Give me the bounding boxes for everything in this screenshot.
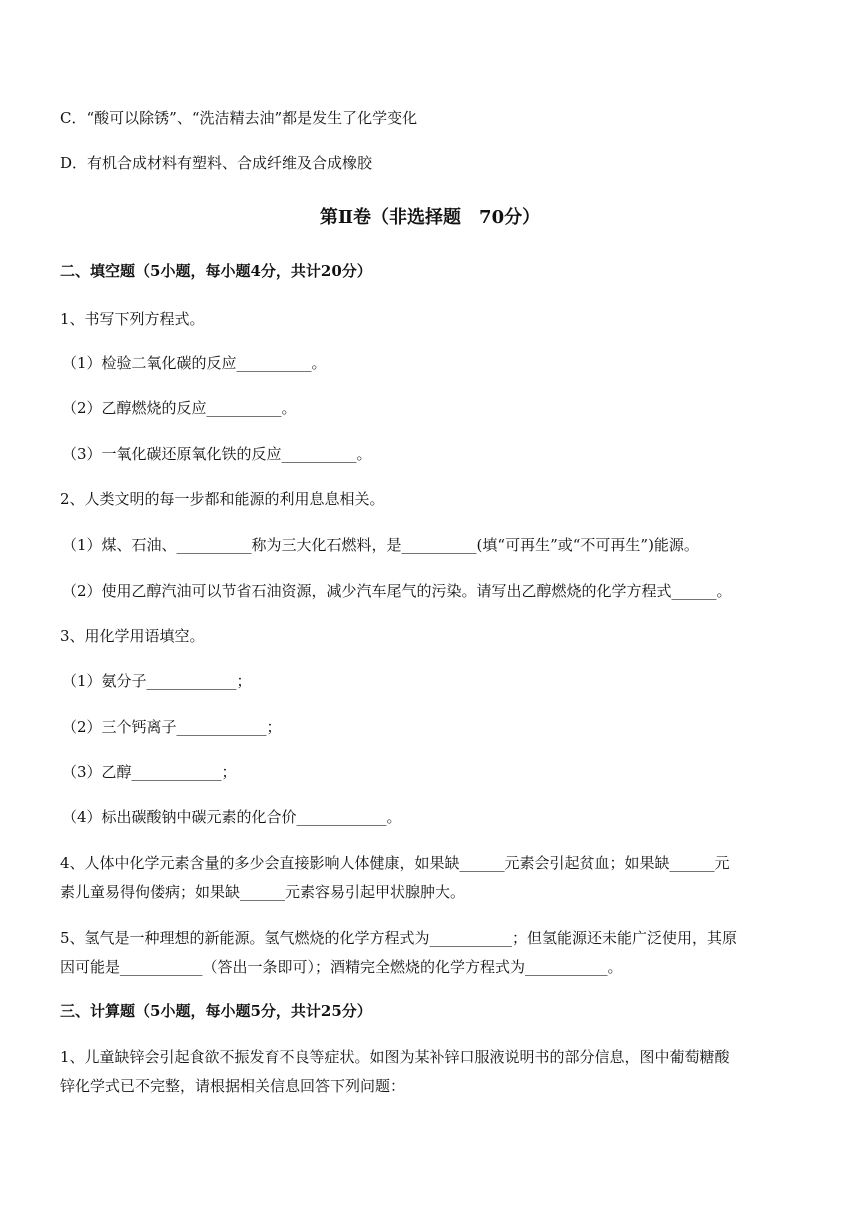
fill-q3-item-4: （4）标出碳酸钠中碳元素的化合价____________。: [62, 808, 402, 826]
fill-q2-item-1: （1）煤、石油、__________称为三大化石燃料，是__________(填“可再生”或“不可再生”)能源。: [62, 536, 699, 554]
fill-q3-item-3: （3）乙醇____________；: [62, 763, 237, 781]
option-c: C．“酸可以除锈”、“洗洁精去油”都是发生了化学变化: [60, 109, 418, 127]
calc-q1-line-2: 锌化学式已不完整，请根据相关信息回答下列问题：: [60, 1077, 406, 1095]
fill-q2-stem: 2、人类文明的每一步都和能源的利用息息相关。: [60, 490, 385, 508]
fill-q1-stem: 1、书写下列方程式。: [60, 310, 205, 328]
calc-q1-line-1: 1、儿童缺锌会引起食欲不振发育不良等症状。如图为某补锌口服液说明书的部分信息，图中葡萄糖酸: [60, 1048, 730, 1066]
fill-q4-line-2: 素儿童易得佝偻病；如果缺______元素容易引起甲状腺肿大。: [60, 883, 466, 901]
fill-q5-line-1: 5、氢气是一种理想的新能源。氢气燃烧的化学方程式为___________；但氢能源还未能广泛使用，其原: [60, 929, 738, 947]
fill-q5-line-2: 因可能是___________（答出一条即可）；酒精完全燃烧的化学方程式为___________。: [60, 958, 623, 976]
option-d: D．有机合成材料有塑料、合成纤维及合成橡胶: [60, 154, 373, 172]
part2-title: 第Ⅱ卷（非选择题 70分）: [319, 207, 541, 228]
fill-q4-line-1: 4、人体中化学元素含量的多少会直接影响人体健康，如果缺______元素会引起贫血；如果缺______元: [60, 854, 730, 872]
fill-q1-item-1: （1）检验二氧化碳的反应__________。: [62, 354, 327, 372]
fill-q2-item-2: （2）使用乙醇汽油可以节省石油资源，减少汽车尾气的污染。请写出乙醇燃烧的化学方程式______。: [62, 582, 732, 600]
fill-q3-item-1: （1）氨分子____________；: [62, 672, 252, 690]
fill-q1-item-2: （2）乙醇燃烧的反应__________。: [62, 399, 297, 417]
calc-section-heading: 三、计算题（5小题，每小题5分，共计25分）: [60, 1002, 372, 1020]
fill-q3-stem: 3、用化学用语填空。: [60, 627, 205, 645]
fill-q1-item-3: （3）一氧化碳还原氧化铁的反应__________。: [62, 445, 372, 463]
fill-section-heading: 二、填空题（5小题，每小题4分，共计20分）: [60, 262, 372, 280]
fill-q3-item-2: （2）三个钙离子____________；: [62, 718, 282, 736]
